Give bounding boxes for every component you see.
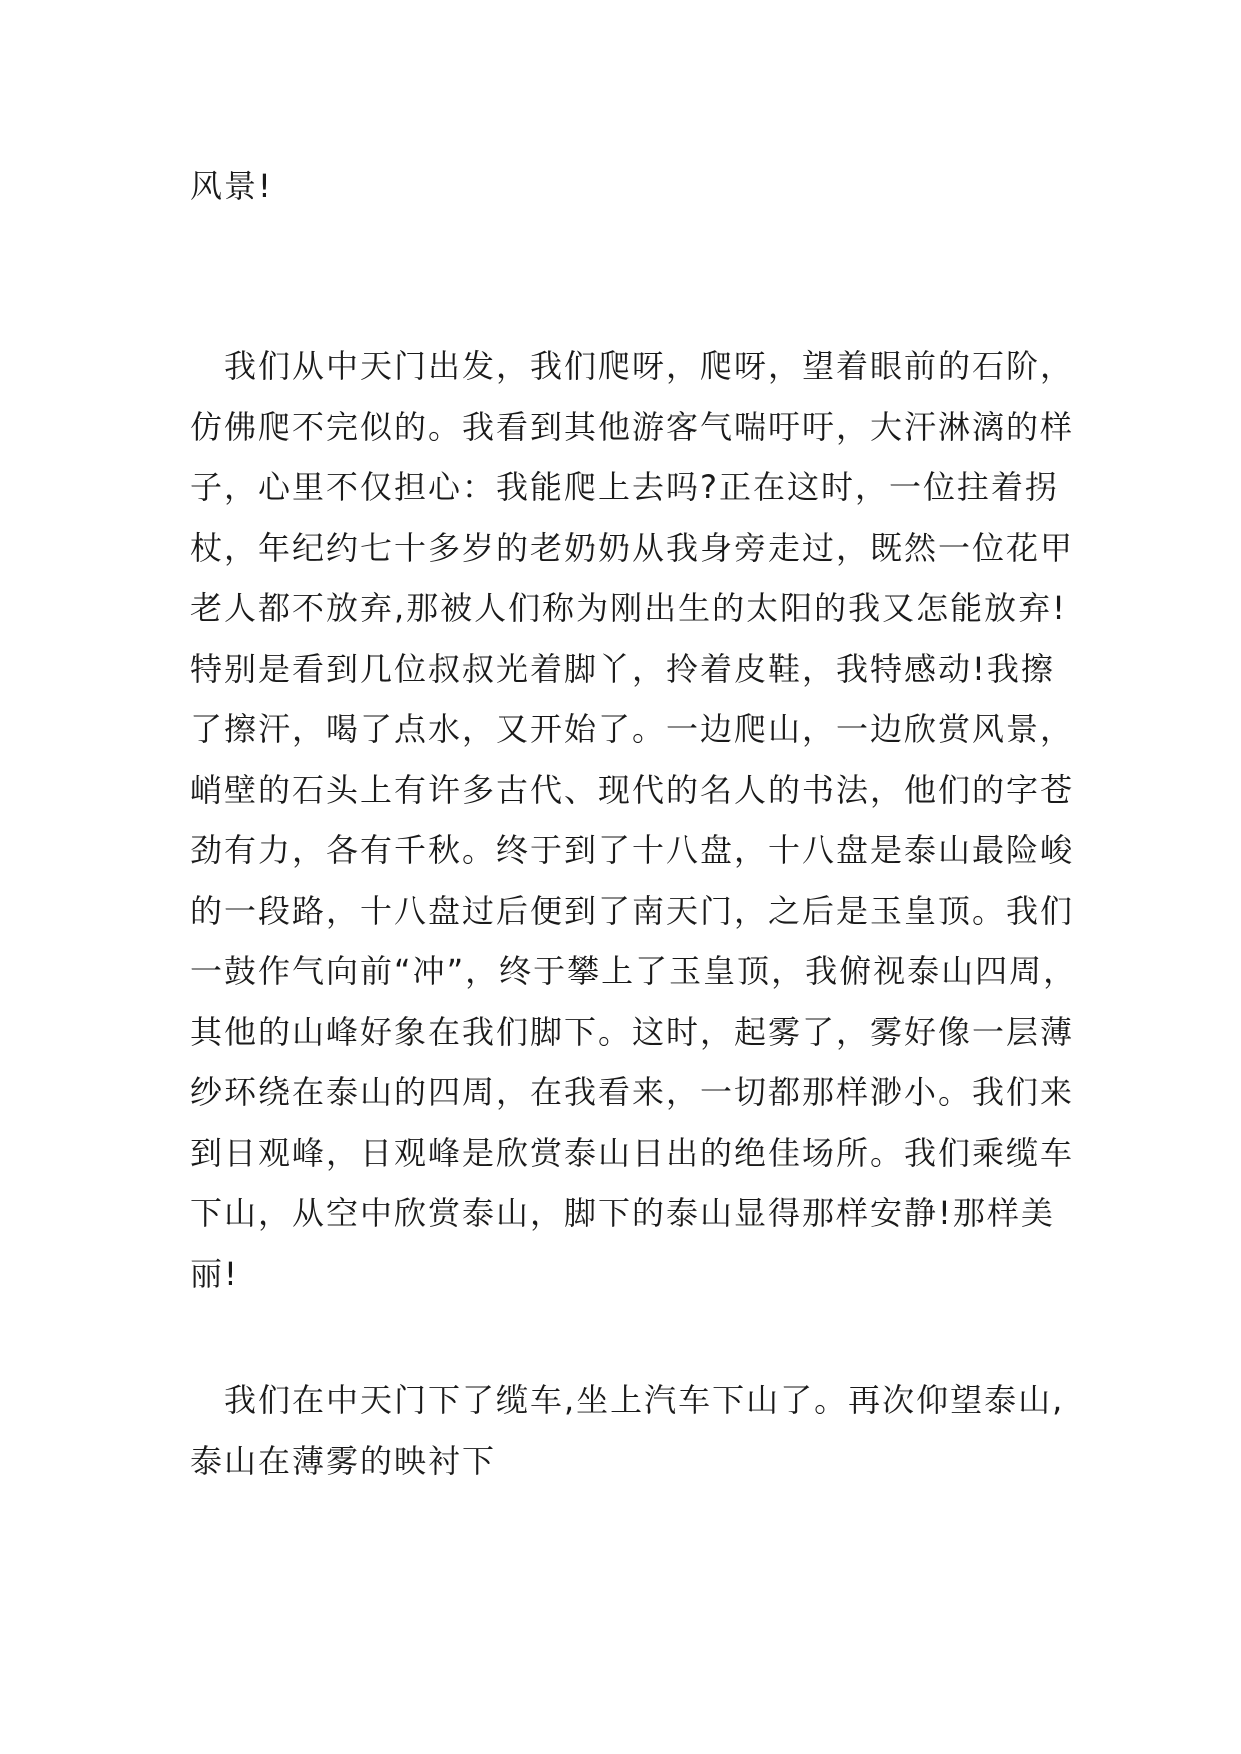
paragraph-line: 杖，年纪约七十多岁的老奶奶从我身旁走过，既然一位花甲 [190, 528, 1075, 567]
paragraph-line: 我们从中天门出发，我们爬呀，爬呀，望着眼前的石阶， [190, 347, 1075, 385]
paragraph-line: 风景! [190, 167, 273, 205]
paragraph-line: 仿佛爬不完似的。我看到其他游客气喘吁吁，大汗淋漓的样 [190, 407, 1075, 446]
paragraph-1 [190, 156, 1060, 217]
paragraph-line: 的一段路，十八盘过后便到了南天门，之后是玉皇顶。我们 [190, 891, 1075, 930]
paragraph-3 [190, 1370, 1065, 1491]
paragraph-line: 老人都不放弃,那被人们称为刚出生的太阳的我又怎能放弃! [190, 589, 1068, 627]
paragraph-line: 丽! [190, 1254, 239, 1293]
paragraph-line: 峭壁的石头上有许多古代、现代的名人的书法，他们的字苍 [190, 770, 1075, 809]
paragraph-line: 劲有力，各有千秋。终于到了十八盘，十八盘是泰山最险峻 [190, 831, 1075, 869]
paragraph-line: 特别是看到几位叔叔光着脚丫，拎着皮鞋，我特感动!我擦 [190, 649, 1055, 688]
paragraph-line: 子，心里不仅担心：我能爬上去吗?正在这时，一位拄着拐 [190, 468, 1059, 506]
paragraph-2 [190, 336, 1078, 1304]
paragraph-line: 我们在中天门下了缆车,坐上汽车下山了。再次仰望泰山, [190, 1381, 1065, 1419]
paragraph-line: 了擦汗，喝了点水，又开始了。一边爬山，一边欣赏风景， [190, 710, 1075, 748]
paragraph-line: 纱环绕在泰山的四周，在我看来，一切都那样渺小。我们来 [190, 1073, 1075, 1111]
paragraph-line: 到日观峰，日观峰是欣赏泰山日出的绝佳场所。我们乘缆车 [190, 1133, 1075, 1172]
paragraph-line: 其他的山峰好象在我们脚下。这时，起雾了，雾好像一层薄 [190, 1012, 1075, 1051]
paragraph-line: 下山，从空中欣赏泰山，脚下的泰山显得那样安静!那样美 [190, 1194, 1055, 1232]
paragraph-line: 泰山在薄雾的映衬下 [190, 1441, 497, 1480]
paragraph-line: 一鼓作气向前“冲”，终于攀上了玉皇顶，我俯视泰山四周， [190, 952, 1078, 990]
